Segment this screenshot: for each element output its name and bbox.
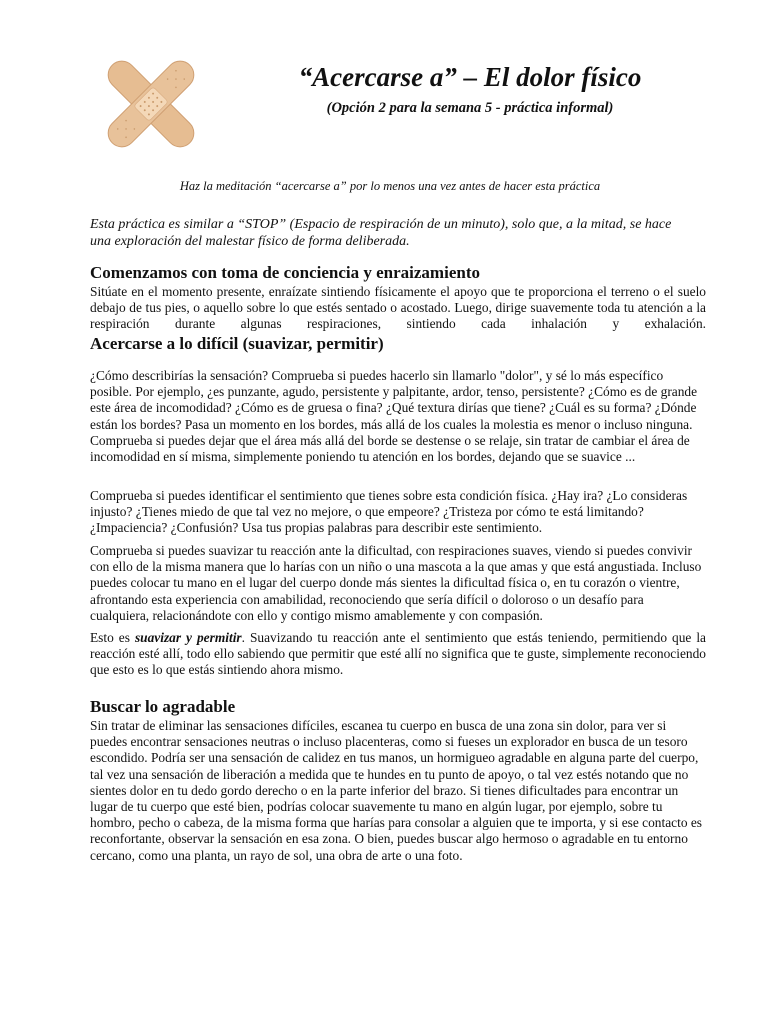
approach-paragraph-soften: Comprueba si puedes suavizar tu reacción ante la dificultad, con respiraciones suaves, viendo si puedes convivir con ello de la misma manera que lo harías con un niño o una mascota a la que amas y que está angustiada. Incluso puedes colocar tu mano en el lugar del cuerpo donde más sientes la dificultad física o, en tu corazón o vientre, afrontando esta experiencia con amabilidad, reconociendo que sería difícil o doloroso o un desafío para cualquiera, relacionándote con ello y contigo mismo amablemente y con compasión.	[90, 543, 702, 623]
section-heading-approach: Acercarse a lo difícil (suavizar, permitir)	[90, 334, 384, 353]
page-subtitle: (Opción 2 para la semana 5 - práctica informal)	[326, 100, 614, 116]
practice-note: Haz la meditación “acercarse a” por lo menos una vez antes de hacer esta práctica	[179, 179, 601, 193]
approach-paragraph-feeling: Comprueba si puedes identificar el sentimiento que tienes sobre esta condición física. ¿Hay ira? ¿Lo consideras injusto? ¿Tienes miedo de que tal vez no mejore, o que empeore? ¿Tristeza por cómo te está limitando? ¿Impaciencia? ¿Confusión? Usa tus propias palabras para describir este sentimiento.	[90, 488, 688, 536]
approach-paragraph-sensation: ¿Cómo describirías la sensación? Comprueba si puedes hacerlo sin llamarlo "dolor", y sé lo más específico posible. Por ejemplo, ¿es punzante, agudo, persistente y palpitante, ardor, tenso, persistente? ¿Cómo es de grande este área de incomodidad? ¿Cómo es de gruesa o fina? ¿Qué textura dirías que tiene? ¿Cuál es su forma? ¿Dónde están los bordes? Pasa un momento en los bordes, más allá de los cuales la molestia es menor o incluso ninguna. Comprueba si puedes dejar que el área más allá del borde se destense o se relaje, sin tratar de cambiar el área de incomodidad en sí misma, simplemente poniendo tu atención en los bordes, dejando que se suavice ...	[90, 368, 698, 465]
pleasant-paragraph: Sin tratar de eliminar las sensaciones difíciles, escanea tu cuerpo en busca de una zona sin dolor, para ver si puedes encontrar sensaciones neutras o incluso placenteras, como si fueses un explorador en busca de un tesoro escondido. Podría ser una sensación de calidez en tus manos, un hormigueo agradable en alguna parte del cuerpo, tal vez una sensación de liberación a medida que te hundes en tu punto de apoyo, o tal vez estés notando que no sientes dolor en tu dedo gordo derecho o en la parte inferior del brazo. Si tienes dificultades para encontrar un lugar de tu cuerpo que esté bien, podrías colocar suavemente tu mano en algún lugar, por ejemplo, sobre tu hombro, pecho o cabeza, de la misma forma que harías para consolar a alguien que te importa, y si ese contacto es reconfortante, observar la sensación en esa zona. O bien, puedes buscar algo hermoso o agradable en tu entorno cercano, como una planta, un rayo de sol, una obra de arte o una foto.	[90, 718, 703, 863]
section-heading-grounding: Comenzamos con toma de conciencia y enraizamiento	[90, 263, 480, 282]
intro-paragraph: Esta práctica es similar a “STOP” (Espacio de respiración de un minuto), solo que, a la mitad, se hace una exploración del malestar físico de forma deliberada.	[90, 217, 672, 249]
allow-lead-text: Esto es	[90, 630, 135, 645]
allow-rest-text: . Suavizando tu reacción ante el sentimiento que estás teniendo, permitiendo que la reacción esté allí, todo ello sabiendo que permitir que esté allí no significa que te guste, simplemente reconociendo que esto es lo que estás sintiendo ahora mismo.	[90, 630, 706, 678]
approach-paragraph-allow	[90, 630, 706, 679]
allow-emphasis-text: suavizar y permitir	[134, 630, 242, 645]
page-title: “Acercarse a” – El dolor físico	[298, 62, 642, 92]
section-heading-pleasant: Buscar lo agradable	[90, 697, 236, 716]
bandage-cross-icon	[102, 52, 200, 156]
grounding-paragraph: Sitúate en el momento presente, enraízate sintiendo físicamente el apoyo que te proporciona el terreno o el suelo debajo de tus pies, o aquello sobre lo que estés sentado o acostado. Luego, dirige suavemente toda tu atención a la respiración durante algunas respiraciones, sintiendo cada inhalación y exhalación.	[90, 284, 706, 332]
